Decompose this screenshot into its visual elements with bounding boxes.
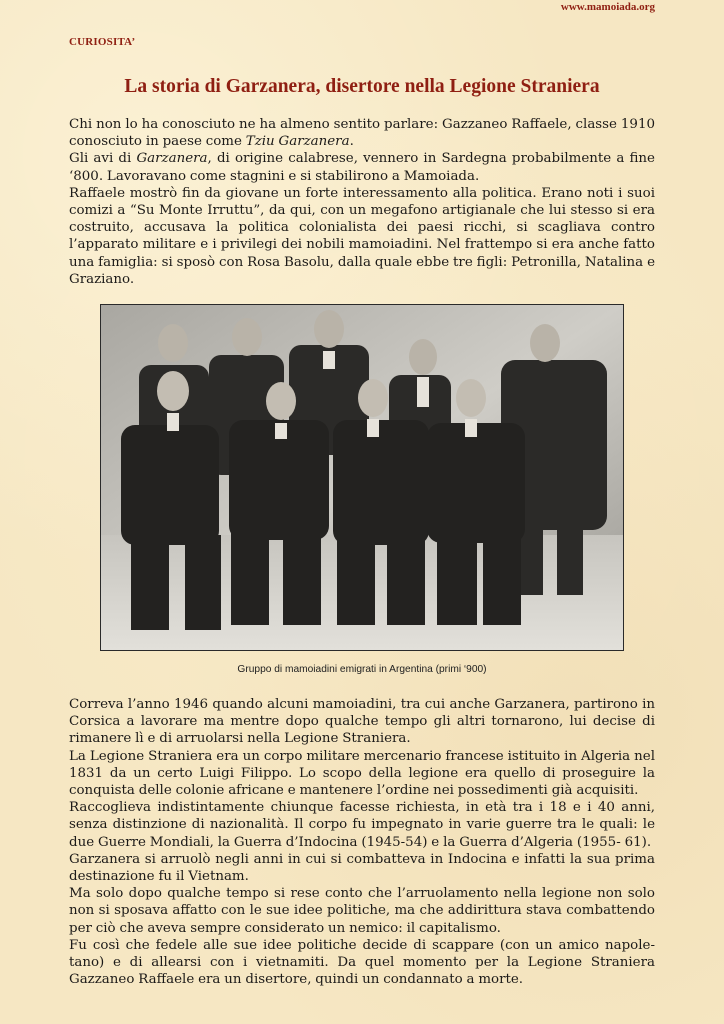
body-paragraph: Fu così che fedele alle sue idee politiche decide di scappare (con un amico napoletano) e di allearsi con i vietnamiti. Da quel momento per la Legione Straniera Gazzaneo Raffaele era un disertore, quindi un condannato a morte. (69, 937, 655, 988)
body-paragraph: Garzanera si arruolò negli anni in cui si combatteva in Indocina e infatti la sua prima destinazione fu il Vietnam. (69, 851, 655, 885)
body-paragraph: Ma solo dopo qualche tempo si rese conto che l’arruolamento nella legione non solo non si sposava affatto con le sue idee politiche, ma che addirittura stava combattendo per ciò che aveva sempre considerato un nemico: il capitalismo. (69, 886, 655, 936)
intro-paragraph: Chi non lo ha conosciuto ne ha almeno sentito parlare: Gazzaneo Raffaele, classe 1910 conosciuto in paese come Tziu Garzanera. (69, 117, 655, 150)
section-label: CURIOSITA’ (69, 36, 136, 48)
body-paragraph: La Legione Straniera era un corpo militare mercenario francese istituito in Algeria nel 1831 da un certo Luigi Filippo. Lo scopo della legione era quello di proseguire la conquista delle colonie africane e mantenere l’ordine nei possedimenti già acquisiti. (69, 748, 655, 799)
intro-paragraph: Gli avi di Garzanera, di origine calabrese, vennero in Sardegna probabilmente a fine ‘800. Lavoravano come stagnini e si stabilirono a Mamoiada. (69, 151, 655, 184)
body-paragraph: Raccoglieva indistintamente chiunque facesse richiesta, in età tra i 18 e i 40 anni, senza distinzione di nazionalità. Il corpo fu impegnato in varie guerre tra le quali: le due Guerre Mondiali, la Guerra d’Indocina (1945-54) e la Guerra d’Algeria (1955- 61). (69, 800, 655, 850)
article-title: La storia di Garzanera, disertore nella Legione Straniera (124, 76, 600, 97)
group-photo (100, 304, 624, 651)
body-paragraph: Correva l’anno 1946 quando alcuni mamoiadini, tra cui anche Garzanera, partirono in Corsica a lavorare ma mentre dopo qualche tempo gli altri tornarono, lui decise di rimanere lì e di arruolarsi nella Legione Straniera. (69, 697, 655, 747)
intro-paragraph: Raffaele mostrò fin da giovane un forte interessamento alla politica. Erano noti i suoi comizi a “Su Monte Irruttu”, da qui, con un megafono artigianale che lui stesso si era costruito, accusava la politica colonialista dei paesi ricchi, si scagliava contro l’apparato militare e i privilegi dei nobili mamoiadini. Nel frattempo si era anche fatto una famiglia: si sposò con Rosa Basolu, dalla quale ebbe tre figli: Petronilla, Natalina e Graziano. (69, 185, 655, 287)
site-url-link[interactable]: www.mamoiada.org (560, 1, 655, 13)
photo-caption: Gruppo di mamoiadini emigrati in Argentina (primi ‘900) (237, 664, 487, 675)
group-photo-image (101, 305, 623, 650)
body-text (69, 696, 655, 988)
intro-text (69, 116, 655, 288)
